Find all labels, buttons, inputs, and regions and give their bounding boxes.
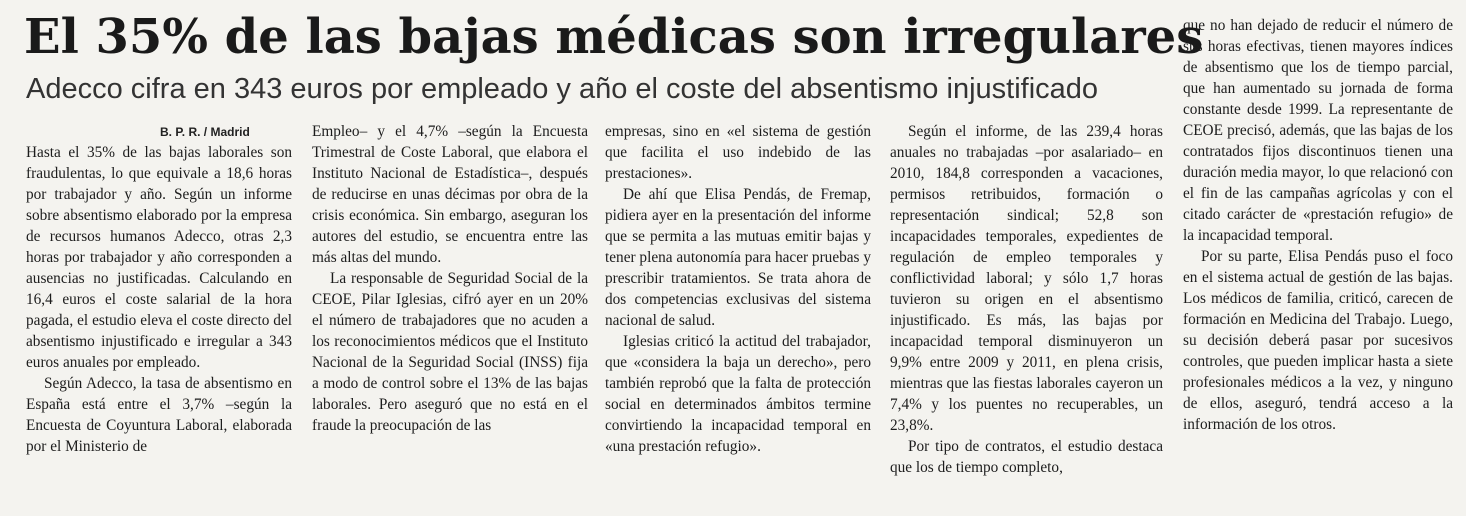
- column-3-paragraph-1: empresas, sino en «el sistema de gestión que facilita el uso indebido de las prestaciones».: [605, 123, 871, 182]
- article-column-2: [312, 121, 588, 506]
- column-1-paragraph-1: Hasta el 35% de las bajas laborales son fraudulentas, lo que equivale a 18,6 horas por trabajador y año. Según un informe sobre absentismo elaborado por la empresa de recursos humanos Adecco, otras 2,3 horas por trabajador y año corresponden a ausencias no justificadas. Calculando en 16,4 euros el coste salarial de la hora pagada, el estudio eleva el coste directo del absentismo injustificado e irregular a 343 euros anuales por empleado.: [26, 144, 292, 371]
- column-3-paragraph-3: Iglesias criticó la actitud del trabajador, que «considera la baja un derecho», pero también reprobó que la falta de protección social en determinados ámbitos termine convirtiendo la incapacidad temporal en «una prestación refugio».: [605, 333, 871, 455]
- column-2-paragraph-1: Empleo– y el 4,7% –según la Encuesta Trimestral de Coste Laboral, que elabora el Instituto Nacional de Estadística–, después de reducirse en unas décimas por obra de la crisis económica. Sin embargo, aseguran los autores del estudio, se encuentra entre las más altas del mundo.: [312, 123, 588, 266]
- column-4-paragraph-2: Por tipo de contratos, el estudio destaca que los de tiempo completo,: [890, 438, 1163, 476]
- column-5-paragraph-2: Por su parte, Elisa Pendás puso el foco en el sistema actual de gestión de las bajas. Los médicos de familia, criticó, carecen de formación en Medicina del Trabajo. Luego, su decisión deberá pasar por sucesivos controles, que pueden implicar hasta a siete profesionales médicos a la vez, y ninguno de ellos, aseguró, tendrá acceso a la información de los otros.: [1183, 248, 1453, 433]
- article-byline: B. P. R. / Madrid: [160, 125, 250, 139]
- column-2-paragraph-2: La responsable de Seguridad Social de la CEOE, Pilar Iglesias, cifró ayer en un 20% el número de trabajadores que no acuden a los reconocimientos médicos que el Instituto Nacional de la Seguridad Social (INSS) fija a modo de control sobre el 13% de las bajas laborales. Pero aseguró que no está en el fraude la preocupación de las: [312, 270, 588, 434]
- column-1-paragraph-2: Según Adecco, la tasa de absentismo en España está entre el 3,7% –según la Encuesta de Coyuntura Laboral, elaborada por el Ministerio de: [26, 375, 292, 455]
- article-column-3: [605, 121, 871, 506]
- article-headline: El 35% de las bajas médicas son irregulares: [24, 9, 1204, 65]
- article-subtitle: Adecco cifra en 343 euros por empleado y año el coste del absentismo injustificado: [26, 73, 1099, 105]
- article-column-1: [26, 142, 292, 506]
- column-4-paragraph-1: Según el informe, de las 239,4 horas anuales no trabajadas –por asalariado– en 2010, 184,8 corresponden a vacaciones, permisos retribuidos, formación o representación sindical; 52,8 son incapacidades temporales, expedientes de regulación de empleo temporales y conflictividad laboral; y sólo 1,7 horas tuvieron su origen en el absentismo injustificado. Es más, las bajas por incapacidad temporal disminuyeron un 9,9% entre 2009 y 2011, en plena crisis, mientras que las fiestas laborales cayeron un 7,4% y los puentes no recuperables, un 23,8%.: [890, 123, 1163, 434]
- column-5-paragraph-1: que no han dejado de reducir el número de sus horas efectivas, tienen mayores índices de absentismo que los de tiempo parcial, que han aumentado su jornada de forma constante desde 1999. La representante de CEOE precisó, además, que las bajas de los contratados fijos discontinuos tienen una duración media mayor, lo que relacionó con el fin de las campañas agrícolas y con el citado carácter de «prestación refugio» de la incapacidad temporal.: [1183, 17, 1453, 244]
- column-3-paragraph-2: De ahí que Elisa Pendás, de Fremap, pidiera ayer en la presentación del informe que se permita a las mutuas emitir bajas y tener plena autonomía para hacer pruebas y prescribir tratamientos. Se trata ahora de dos competencias exclusivas del sistema nacional de salud.: [605, 186, 871, 329]
- article-column-4: [890, 121, 1163, 506]
- article-column-5: [1183, 15, 1453, 506]
